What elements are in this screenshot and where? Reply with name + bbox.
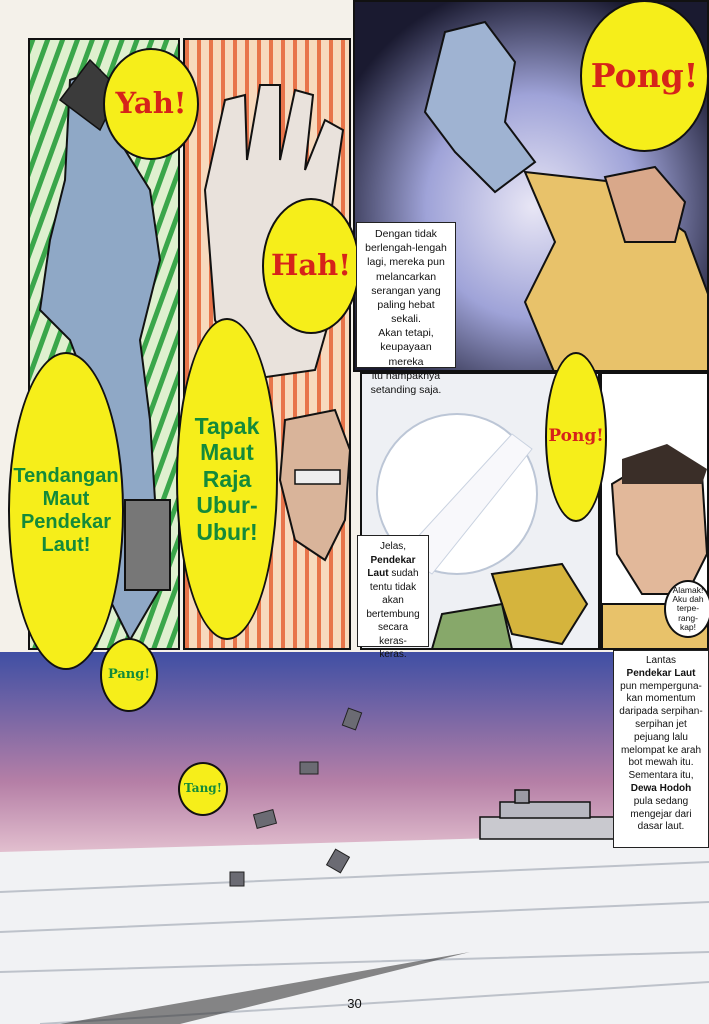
speech-tendangan-line1: Tendangan — [13, 465, 119, 487]
caption-lantas-line8: melompat ke arah — [620, 744, 702, 756]
sea-scene — [0, 652, 709, 1024]
sfx-yah-text: Yah! — [115, 86, 187, 121]
sfx-pang-bubble — [100, 638, 158, 712]
speech-tendangan-bubble — [8, 352, 124, 670]
caption-lantas-line13: mengejar dari — [630, 808, 692, 820]
sfx-pong-top-bubble — [580, 0, 709, 152]
speech-alamak-bubble — [664, 580, 709, 638]
speech-alamak-line2: Aku dah — [672, 593, 704, 604]
page-number: 30 — [347, 996, 362, 1011]
caption-jelas-line4: tentu tidak — [369, 581, 417, 593]
sfx-hah-bubble — [262, 198, 360, 334]
caption-lantas-line5: daripada serpihan- — [619, 706, 703, 718]
caption-dengan-line1: Dengan tidak — [375, 228, 437, 240]
caption-lantas-line4: kan momentum — [626, 693, 696, 705]
speech-tendangan-line4: Laut! — [41, 534, 91, 556]
sfx-pong-mid-bubble — [545, 352, 607, 522]
caption-lantas-line7: pejuang lalu — [634, 731, 688, 743]
caption-dengan-line2: berlengah-lengah — [365, 242, 447, 255]
sfx-pong-mid-text: Pong! — [548, 426, 604, 447]
sfx-tang-bubble — [178, 762, 228, 816]
caption-dengan-line5: serangan yang — [371, 284, 441, 297]
caption-dengan-line9: itu nampaknya — [371, 369, 441, 382]
speech-alamak-line1: Alamak! — [672, 584, 704, 595]
caption-jelas-line7: secara keras- — [377, 622, 408, 647]
caption-lantas-line14: dasar laut. — [637, 821, 685, 833]
speech-tapak-bubble — [176, 318, 278, 640]
sfx-hah-text: Hah! — [270, 248, 351, 283]
caption-lantas-line10: Sementara itu, — [628, 770, 694, 782]
caption-dengan-line3: lagi, mereka pun — [367, 256, 445, 269]
caption-dengan-line4: melancarkan — [375, 270, 437, 283]
caption-lantas-line1: Lantas — [645, 655, 677, 666]
caption-lantas-line6: serpihan jet — [635, 718, 687, 730]
caption-dengan-line10: setanding saja. — [370, 383, 442, 396]
caption-lantas-line3: pun memperguna- — [620, 680, 702, 692]
sea-background — [0, 652, 709, 1024]
caption-jelas-name-laut: Laut — [367, 568, 389, 579]
speech-alamak-line3: terpe- — [676, 603, 700, 614]
caption-lantas-name-pendekar-laut: Pendekar Laut — [626, 667, 696, 679]
caption-jelas-line3b: sudah — [391, 568, 419, 579]
caption-jelas-line1: Jelas, — [379, 541, 407, 552]
caption-lantas-name-dewa-hodoh: Dewa Hodoh — [630, 782, 692, 794]
speech-alamak-line5: kap! — [679, 622, 697, 633]
caption-jelas-line8: keras. — [379, 649, 407, 660]
speech-tapak-line4: Ubur- — [196, 492, 258, 519]
caption-jelas-line6: bertembung — [366, 608, 420, 620]
speech-tapak-line3: Raja — [202, 465, 252, 492]
speech-alamak-line4: rang- — [678, 612, 698, 623]
caption-jelas — [357, 535, 429, 660]
sfx-pong-top-text: Pong! — [590, 56, 699, 96]
speech-tapak-line2: Maut — [200, 439, 254, 466]
speech-tendangan-line2: Maut — [42, 488, 90, 510]
speech-tendangan-line3: Pendekar — [20, 511, 112, 533]
caption-dengan — [356, 222, 456, 396]
caption-lantas-line9: bot mewah itu. — [628, 757, 694, 769]
caption-dengan-line7: Akan tetapi, — [378, 327, 434, 340]
caption-jelas-name-pendekar: Pendekar — [370, 554, 416, 566]
speech-tapak-line1: Tapak — [194, 412, 260, 439]
caption-dengan-line8: keupayaan mereka — [380, 341, 432, 368]
caption-lantas-line12: pula sedang — [633, 795, 689, 807]
caption-lantas — [613, 650, 709, 848]
caption-jelas-line5: akan — [382, 595, 404, 606]
sfx-yah-bubble — [103, 48, 199, 160]
caption-dengan-line6: paling hebat sekali. — [377, 298, 435, 326]
sfx-tang-text: Tang! — [184, 781, 222, 796]
sfx-pang-text: Pang! — [107, 666, 151, 682]
speech-tapak-line5: Ubur! — [196, 518, 258, 545]
